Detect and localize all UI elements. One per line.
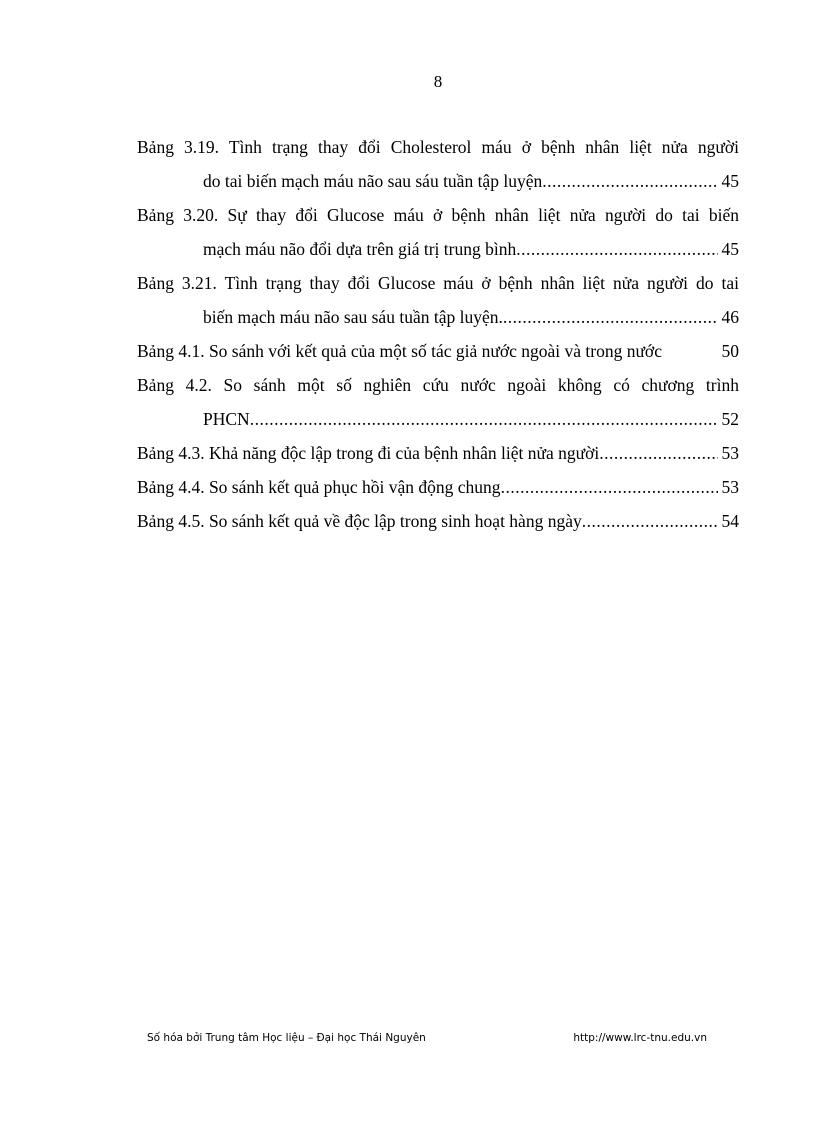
toc-entry-line [137,472,739,506]
table-of-tables [137,132,739,540]
toc-entry-text: Bảng 3.21. Tình trạng thay đổi Glucose máu ở bệnh nhân liệt nửa người do tai [137,273,739,293]
toc-entry-continuation [137,166,739,200]
toc-page-number: 54 [721,511,739,531]
toc-entry-3-19 [137,132,739,200]
toc-entry-text: PHCN [203,409,250,429]
dot-leader [503,302,718,332]
toc-page-number: 52 [721,409,739,429]
page-number: 8 [433,72,443,91]
toc-entry-4-5 [137,506,739,540]
footer-source: Số hóa bởi Trung tâm Học liệu – Đại học Thái Nguyên [147,1032,426,1044]
toc-entry-line [137,438,739,472]
toc-page-number: 45 [721,171,739,191]
toc-entry-text: do tai biến mạch máu não sau sáu tuần tập luyện [203,171,543,191]
toc-entry-line [137,336,739,370]
toc-entry-text: Bảng 4.2. So sánh một số nghiên cứu nước ngoài không có chương trình [137,375,739,395]
toc-entry-4-3 [137,438,739,472]
toc-entry-4-1 [137,336,739,370]
toc-entry-4-2 [137,370,739,438]
toc-entry-3-21 [137,268,739,336]
toc-entry-text: Bảng 4.4. So sánh kết quả phục hồi vận động chung [137,477,501,497]
toc-entry-continuation [137,234,739,268]
toc-page-number: 53 [721,477,739,497]
dot-leader [516,234,717,264]
toc-entry-text: Bảng 3.20. Sự thay đổi Glucose máu ở bệnh nhân liệt nửa người do tai biến [137,205,739,225]
dot-leader [542,166,717,196]
toc-entry-3-20 [137,200,739,268]
toc-entry-4-4 [137,472,739,506]
toc-entry-continuation [137,302,739,336]
dot-leader [501,472,718,502]
toc-entry-continuation [137,404,739,438]
toc-entry-text: Bảng 4.5. So sánh kết quả về độc lập trong sinh hoạt hàng ngày [137,511,582,531]
toc-entry-text: biến mạch máu não sau sáu tuần tập luyện. [203,307,503,327]
page-footer [147,1032,707,1044]
toc-entry-text: Bảng 4.1. So sánh với kết quả của một số tác giả nước ngoài và trong nước [137,341,662,361]
footer-url: http://www.lrc-tnu.edu.vn [573,1032,707,1044]
dot-leader [599,438,717,468]
dot-leader [582,506,718,536]
dot-leader [250,404,718,434]
toc-page-number: 50 [721,341,739,361]
toc-page-number: 45 [721,239,739,259]
toc-entry-line [137,506,739,540]
toc-page-number: 53 [721,443,739,463]
toc-entry-text: Bảng 3.19. Tình trạng thay đổi Cholesterol máu ở bệnh nhân liệt nửa người [137,137,739,157]
toc-entry-text: mạch máu não đổi dựa trên giá trị trung bình [203,239,517,259]
toc-page-number: 46 [721,307,739,327]
toc-entry-text: Bảng 4.3. Khả năng độc lập trong đi của bệnh nhân liệt nửa người [137,443,600,463]
